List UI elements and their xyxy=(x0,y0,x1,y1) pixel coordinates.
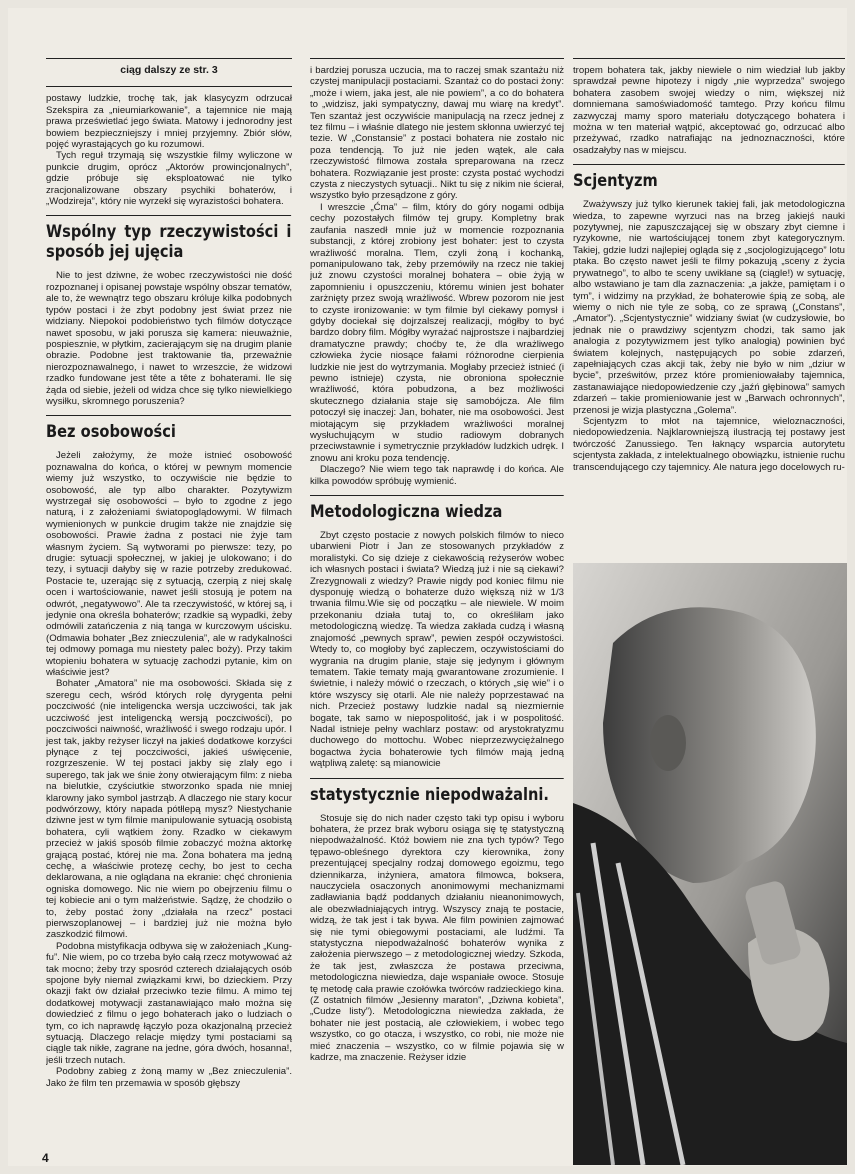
paragraph: Podobny zabieg z żoną mamy w „Bez znieczulenia”. Jako że film ten przemawia w sposób głębszy xyxy=(46,1066,292,1089)
photo-man-profile xyxy=(573,563,847,1165)
paragraph: i bardziej porusza uczucia, ma to raczej smak szantażu niż czystej manipulacji postaciami. Szantaż co do postaci żony: „może i wiem, jaka jest, ale nie powiem”, a co do bohatera to „widzisz, jaki sympatyczny, dawaj mu wiarę na kredyt”. Ten szantaż jest oczywiście manipulacją na rzecz jednej z tez filmu – i właśnie dlatego nie jestem skłonna uwierzyć tej tezie. W „Constansie” z postaci bohatera nie zostało nic poza tendencją. To już nie jeden wątek, ale cała rzeczywistość filmowa została spreparowana na rzecz bohatera. Rozwiązanie jest proste: czysta postać wychodzi czysta z nieczystych sytuacji.. Nikt tu się z nikim nie ścierał, wszystko było przesądzone z góry. xyxy=(310,65,564,202)
paragraph: Jeżeli założymy, że może istnieć osobowość poznawalna do końca, o której w pewnym momencie wiemy już wszystko, to oczywiście nie będzie to osobowość, ale typ albo charakter. Pozytywizm wystrzegał się osobowości – było to zgodne z jego naturą, i z założeniami światopoglądowymi. W filmach wymienionych w punkcie drugim także nie znajdzie się osobowości. Prawie żadna z postaci nie żyje tam własnym życiem. Są wytworami po pierwsze: tezy, po drugie: sytuacji społecznej, w jakiej je ulokowano; i do tezy, i sytuacji dałyby się w razie potrzeby zredukować. Postacie te, uzerając się z sytuacją, czerpią z niej skalę ocen i wartościowanie, nawet jeśli stosują je potem na odwrót, „negatywowo”. Ale ta rzeczywistość, w której są, i jedynie ona określa bohaterów; rzadkie są wypadki, żeby odmówili zatańczenia z nią tanga w kurczowym uścisku. (Odmawia bohater „Bez znieczulenia”, ale w radykalności tej odmowy pomaga mu niestety palec boży). Przy takim wtopieniu bohatera w sytuację zachodzi pytanie, kim on właściwie jest? xyxy=(46,450,292,679)
section-heading: statystycznie niepodważalni. xyxy=(310,778,563,805)
paragraph: Dlaczego? Nie wiem tego tak naprawdę i do końca. Ale kilka powodów spróbuję wymienić. xyxy=(310,464,564,487)
paragraph: Stosuje się do nich nader często taki typ opisu i wyboru bohatera, że przez brak wyboru osiąga się tę statystyczną niepodważalność. Któż bowiem nie zna tych typów? Tego tępawo-obleśnego dyrektora czy kierownika, żony prezentującej specjalny rodzaj domowego egoizmu, tego dziennikarza, inżyniera, amatora filmowca, boksera, nauczyciela osaczonych anonimowymi mechanizmami zadławiania bądź poddanych działaniu nieanonimowych, ale obezwładniających intryg. Wszyscy znają te postacie, widzą, że tak jest i tak bywa. Ale film powinien zajmować się nie tymi obiegowymi postaciami, ale ludźmi. Ta statystyczna niepodważalność bohaterów wynika z założenia pierwszego – z metodologicznej wiedzy. Szkoda, że tak jest, zwłaszcza że postawa przeciwna, metodologiczna niewiedza, daje wspaniałe owoce. Stosuje tę metodę cała prawie czołówka twórców radzieckiego kina. (Z ostatnich filmów „Jesienny maraton”, „Dziwna kobieta”, „Cudze listy”). Metodologiczna niewiedza zakłada, że bohater nie jest postacią, ale człowiekiem, i wobec tego wszystko, co go otacza, i wszystko, co robi, nie może nie mieć znaczenia – wszystko, co w filmie pojawia się w kadrze, ma znaczenie. Reżyser idzie xyxy=(310,812,564,1064)
column-2 xyxy=(310,58,564,1166)
paragraph: tropem bohatera tak, jakby niewiele o nim wiedział lub jakby sprawdzał pewne hipotezy i nigdy „nie wyprzedza” swojego bohatera zasobem swojej wiedzy o nim, większej niż domniemana samoświadomość tamtego. Przy końcu filmu zazwyczaj mamy sporo materiału dotyczącego bohatera i można w ten materiał wątpić, akceptować go, odrzucać albo przeżywać, rzadko natrafiając na jednoznaczności, które osadzałyby nas w miejscu. xyxy=(573,65,845,156)
magazine-page xyxy=(8,8,847,1166)
photo-image xyxy=(573,563,847,1165)
page-number: 4 xyxy=(42,1151,49,1165)
column-3 xyxy=(573,58,845,538)
paragraph: Nie to jest dziwne, że wobec rzeczywistości nie dość rozpoznanej i opisanej powstaje wspólny obszar tematów, ale to, że wewnątrz tego obszaru króluje kilka podobnych typów postaci i że zbyt podobny jest świat przez nie widziany. Niepokoi podobieństwo tych filmów dotyczące nawet sposobu, w jaki porusza się kamera: nieuważnie, pospiesznie, w płytkim, zacierającym się na drugim planie obrazie. Podobne jest traktowanie tła, przeważnie nierozpoznawalnego, i nawet to wrzeszcie, że widzowi rzadko fundowane jest tête a tête z bohaterami. Ile się żąda od siebie, jeżeli od widza chce się tylko niewielkiego wysiłku, skromnego poruszenia? xyxy=(46,270,292,407)
section-heading: Bez osobowości xyxy=(46,415,291,442)
section-heading: Scjentyzm xyxy=(573,164,844,191)
column-top-rule xyxy=(573,58,845,59)
paragraph: I wreszcie „Ćma” – film, który do góry nogami odbija cechy pozostałych filmów tej grupy. Kompletny brak zaufania naszedł mnie już w momencie rozpoznania substancji, z której zrobiony jest bohater: jest to czysta wrażliwość moralna. Tlem, czyli żoną i kochanką, pomanipulowano tak, żeby przemówiły na rzecz nie takiej już znowu czystości moralnej bohatera – obie żyją w zapomnieniu i opuszczeniu, któremu winien jest bohater zarżnięty przez swoją wrażliwość. Wbrew pozorom nie jest to czyste ironizowanie: w tym filmie byl ciekawy pomysł i gdyby dociekał się dojrzalszej realizacji, mógłby to być bardzo dobry film. Mógłby wyrażać najprostsze i najbardziej dramatyczne prawdy; choćby te, że dla wrażliwego człowieka życie niosące fałami różnorodne cierpienia ludzkie nie jest do wytrzymania. Mogłaby przecież istnieć (i pewno istnieje) czysta, nie obroniona społecznie wrażliwość, która pobudzona, a bez możliwości skutecznego działania staje się samobójcza. Ale film potoczył się inaczej: Jan, bohater, nie ma osobowości. Jest miotającym się przykładem wrażliwości moralnej wysłuchującym w studio radiowym dobranych przeciwstawnie i symetrycznie przykładów ludzkich udręk. I znowu ani kroku poza tendencję. xyxy=(310,201,564,464)
section-heading: Wspólny typ rzeczywistości i sposób jej ujęcia xyxy=(46,215,291,262)
paragraph: Zważywszy już tylko kierunek takiej fali, jak metodologiczna wiedza, to zapewne wyrzuci nas na brzeg jakiejś nauki pozytywnej, nie zapuszczającej się w obszary zbyt ciemne i ryzykowne, nie wartościującej tonem zbyt kategorycznym. Takiej, gdzie ludzi najlepiej ogląda się z „socjologizującego” lotu ptaka. Bo często nawet jeśli te filmy pokazują „sceny z życia prywatnego”, to albo te sceny uwikłane są (ciągle!) w sytuację, albo wstawiano je tam dla zaznaczenia: „a jakże, pamiętam i o tym”, i widzimy na przykład, że bohaterowie śpią ze sobą, ale wiemy o nich nie tyle ze sobą, co ze sprawą („Constans”, „Amator”). „Scjentystycznie” widziany świat (w cudzysłowie, bo jednak nie o prawdziwy scjentyzm chodzi, tak samo jak analogia z pozytywizmem jest tylko analogią) powinien być światem kolejnych, następujących po sobie zdarzeń, zapełniających czas akcji tak, żeby nie było w nim „dziur w bycie”, prześwitów, przez które promieniowałaby tajemnica, zastanawiające niedopowiedzenie czy „jaźń głębinowa” samych zdarzeń – takie promieniowanie jest w „Barwach ochronnych”, przenosi je wizja plastyczna „Golema”. xyxy=(573,199,845,416)
column-top-rule xyxy=(310,58,564,59)
paragraph: Bohater „Amatora” nie ma osobowości. Składa się z szeregu cech, wśród których rolę dyrygenta pełni poczciwość (nie inteligencka wersja uczciwości, tak jak uczciwość jest inteligencką wersją poczciwości), po poczciwości naiwność, wrażliwość i swego rodzaju upór. I jest tak, jakby reżyser liczył na jakieś dodatkowe korzyści płynące z tej poczciwości, jakieś uświęcenie, rozgrzeszenie. W tej postaci jakby się zlały ego i superego, tak jak we śnie żony otwierającym film: z nieba na bielutkie, czyściutkie stworzonko spada nie mniej klarowny jako symbol jastrząb. A dlaczego nie stary kocur podwórzowy, który napada pótłlepą mysz? Niestychanie dziwne jest w tym filmie manipulowanie sytuacją osobistą bohatera, cyli wątkiem żony. Rzadko w ciekawym przecież w jakiś sposób filmie zobaczyć można aktorkę grającą postać, której nie ma. Żona bohatera ma jedną cechę, a właściwie protezę cechy, bo jest to cecha deklarowana, a nie oglądana na ekranie: chęć chronienia ogniska domowego. Nic nie wiem po obejrzeniu filmu o tej kobiecie ani o tym małżeństwie. Sądzę, że chodziło o to, żeby postać żony „działała na rzecz” postaci pierwszoplanowej – i bardziej już nie można było zaszkodzić filmowi. xyxy=(46,678,292,941)
column-1 xyxy=(46,58,292,1166)
paragraph: Podobna mistyfikacja odbywa się w założeniach „Kung-fu”. Nie wiem, po co trzeba było całą rzecz motywować aż tak mocno; żeby trzy sposród czterech działających osób spojone były niemal związkami krwi, bo dzieckiem. Przy okazji fakt ów działał przeciwko tezie filmu. A mimo tej dodatkowej motywacji zastanawiająco mało można się dowiedzieć z filmu o jego bohaterach jako o ludziach o tym, co ich naprawdę łączyło poza okazjonalną przecież sytuacją. Dlaczego relacje między tymi postaciami są ciągle tak nikłe, zagrane na jedne, góra dwóch, hosanna!, jeśli trzech nutach. xyxy=(46,940,292,1066)
paragraph: Tych reguł trzymają się wszystkie filmy wyliczone w punkcie drugim, oprócz „Aktorów prowincjonalnych”, gdzie próbuje się eksploatować nie tylko zracjonalizowane obszary psychiki bohaterów, i „Wodzireja”, który nie wyrzekł się wyrazistości bohatera. xyxy=(46,150,292,208)
paragraph: Scjentyzm to młot na tajemnice, wieloznaczności, niedopowiedzenia. Najklarowniejszą ilustracją tej postawy jest twórczość Zanussiego. Ten łaknący wsparcia autorytetu scjentysta zakłada, z intelektualnego obowiązku, istnienie ruchu transcendującego czy tajemnicy. Ale natura jego docelowych ru- xyxy=(573,415,845,473)
paragraph: Zbyt często postacie z nowych polskich filmów to nieco ubarwieni Piotr i Jan ze stosowanych przykładów z moralistyki. Co się dzieje z ciekawością reżyserów wobec ich własnych postaci i świata? Wiedzą już i nie są ciekawi? Zrezygnowali z wiedzy? Prawie nigdy pod koniec filmu nie dysponuję wiedzą o bohaterze dużo większą niż w 1/3 trwania filmu.Wie się od początku – ale niewiele. W moim przekonaniu działa tutaj to, co określiłam jako metodologiczną wiedzę. Ta wiedza zakłada cudzą i własną znajomość „pewnych spraw”, pewien zespół oczywistości. Wtedy to, co mogłoby być zapleczem, oczywistościami do wygrania na drugim planie, staje się jedynym i głównym tematem. Takie tematy mają gwarantowane zrozumienie. I świetnie, i należy mówić o rzeczach, o których „się wie” i o które wszyscy się otarli. Ale nie należy poprzestawać na nich. Przecież postawy ludzkie nadal są niezmiernie bogate, tak samo w niepospolitość, jak i w pospolitość. Nadal istnieje pełny wachlarz postaw: od arystokratyzmu duchowego do mottochu. Wobec nieprzezwyciężalnego bogactwa życia bohaterowie tych filmów mają jedną wątpliwą zaletę: są mianowicie xyxy=(310,530,564,770)
section-heading: Metodologiczna wiedza xyxy=(310,495,563,522)
paragraph: postawy ludzkie, trochę tak, jak klasycyzm odrzucał Szekspira za „nieumiarkowanie”, a tajemnice nie mają prawa prześwietlać jego świata. Matowy i jednorodny jest bowiem bezpieczniejszy i mniej przyjemny. Zbiór słów, pojęć wyrastających go ku rozumowi. xyxy=(46,93,292,151)
continuation-note: ciąg dalszy ze str. 3 xyxy=(46,58,292,87)
